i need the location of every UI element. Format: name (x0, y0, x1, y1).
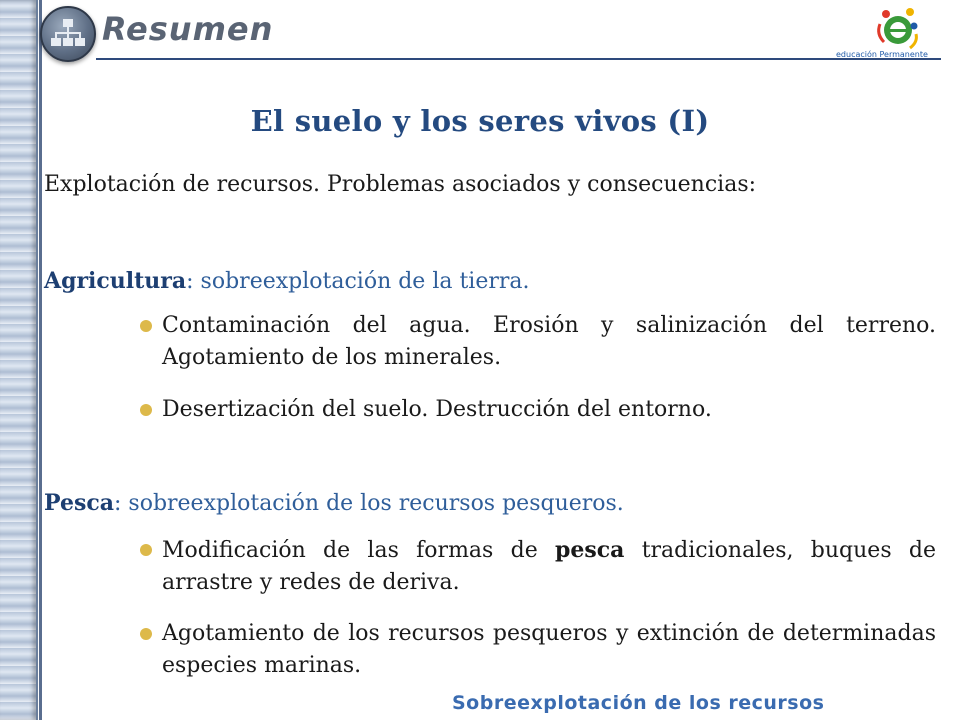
section-head-bold: Agricultura (44, 268, 187, 294)
brand-text: educación Permanente (836, 50, 928, 59)
bullet-icon (140, 320, 152, 332)
section-head-rest: : sobreexplotación de los recursos pesqueros. (114, 491, 624, 516)
bullet-item (162, 534, 936, 599)
section-head-rest: : sobreexplotación de la tierra. (186, 269, 530, 294)
bullet-item: Desertización del suelo. Destrucción del entorno. (162, 397, 712, 422)
org-chart-icon (40, 6, 96, 62)
bullet-item: Contaminación del agua. Erosión y salinización del terreno. Agotamiento de los minerales. (162, 313, 936, 370)
section-head-bold: Pesca (44, 490, 114, 516)
bullet-icon (140, 544, 152, 556)
slide-title: El suelo y los seres vivos (I) (250, 104, 710, 138)
bullet-icon (140, 628, 152, 640)
bullet-text: Modificación de las formas de (162, 538, 555, 563)
bullet-item: Agotamiento de los recursos pesqueros y extinción de determinadas especies marinas. (162, 621, 936, 678)
section-agricultura-head (44, 268, 530, 294)
header-divider (96, 58, 941, 60)
section-pesca-head (44, 490, 624, 516)
bullet-bold: pesca (555, 537, 625, 563)
bullet-text: tradicionales, buques de arrastre y redes de deriva. (162, 538, 936, 595)
slide-subtitle: Explotación de recursos. Problemas asociados y consecuencias: (44, 172, 757, 197)
bullet-icon (140, 404, 152, 416)
footer-text: Sobreexplotación de los recursos (452, 692, 825, 714)
header-title: Resumen (102, 10, 274, 48)
